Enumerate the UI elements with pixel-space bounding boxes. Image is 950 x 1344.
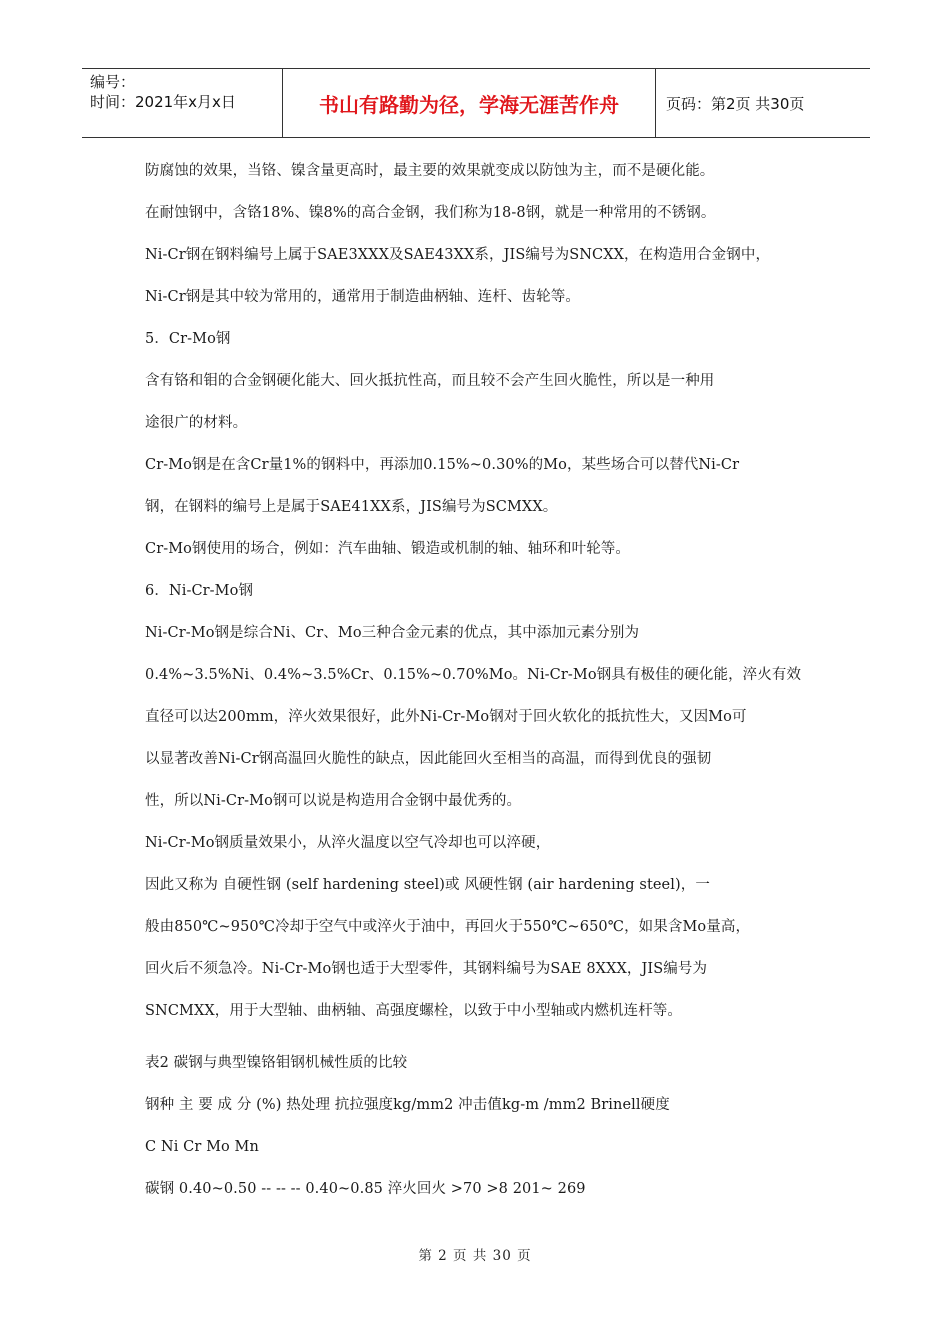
section-heading: 6．Ni-Cr-Mo钢 [145,583,254,599]
paragraph-line: SNCMXX，用于大型轴、曲柄轴、高强度螺栓，以致于中小型轴或内燃机连杆等。 [145,1003,683,1019]
paragraph-line: 含有铬和钼的合金钢硬化能大、回火抵抗性高，而且较不会产生回火脆性，所以是一种用 [145,373,715,389]
paragraph-line: Ni-Cr钢是其中较为常用的，通常用于制造曲柄轴、连杆、齿轮等。 [145,289,580,305]
header-motto: 书山有路勤为径，学海无涯苦作舟 [282,69,656,137]
date-label: 时间：2021年x月x日 [90,93,236,111]
paragraph-line: 钢，在钢料的编号上是属于SAE41XX系，JIS编号为SCMXX。 [145,499,558,515]
header-meta [82,69,282,137]
paragraph-line: 以显著改善Ni-Cr钢高温回火脆性的缺点，因此能回火至相当的高温，而得到优良的强韧 [145,751,712,767]
paragraph-line: 回火后不须急冷。Ni-Cr-Mo钢也适于大型零件，其钢料编号为SAE 8XXX，JIS编号为 [145,961,708,977]
page-footer: 第 2 页 共 30 页 [418,1248,532,1264]
header-page-label: 页码：第2页 共30页 [666,94,805,113]
paragraph-line: Cr-Mo钢是在含Cr量1%的钢料中，再添加0.15%~0.30%的Mo，某些场合可以替代Ni-Cr [145,457,740,473]
table-subheader-row: C Ni Cr Mo Mn [145,1139,259,1155]
page-header [82,68,870,138]
paragraph-line: 0.4%~3.5%Ni、0.4%~3.5%Cr、0.15%~0.70%Mo。Ni-Cr-Mo钢具有极佳的硬化能，淬火有效 [145,667,802,683]
paragraph-line: 性，所以Ni-Cr-Mo钢可以说是构造用合金钢中最优秀的。 [145,793,522,809]
table-caption: 表2 碳钢与典型镍铬钼钢机械性质的比较 [145,1055,408,1071]
section-heading: 5．Cr-Mo钢 [145,331,231,347]
serial-label: 编号： [90,73,136,91]
table-data-row: 碳钢 0.40~0.50 -- -- -- 0.40~0.85 淬火回火 >70 >8 201~ 269 [145,1181,586,1197]
paragraph-line: Cr-Mo钢使用的场合，例如：汽车曲轴、锻造或机制的轴、轴环和叶轮等。 [145,541,630,557]
paragraph-line: 在耐蚀钢中，含铬18%、镍8%的高合金钢，我们称为18-8钢，就是一种常用的不锈钢。 [145,205,716,221]
table-header-row: 钢种 主 要 成 分 (%) 热处理 抗拉强度kg/mm2 冲击值kg-m /mm2 Brinell硬度 [145,1097,670,1113]
paragraph-line: Ni-Cr-Mo钢是综合Ni、Cr、Mo三种合金元素的优点，其中添加元素分别为 [145,625,640,641]
paragraph-line: 直径可以达200mm，淬火效果很好，此外Ni-Cr-Mo钢对于回火软化的抵抗性大，又因Mo可 [145,709,747,725]
paragraph-line: Ni-Cr-Mo钢质量效果小，从淬火温度以空气冷却也可以淬硬， [145,835,551,851]
paragraph-line: 般由850℃~950℃冷却于空气中或淬火于油中，再回火于550℃~650℃，如果含Mo量高， [145,919,751,935]
paragraph-line: 途很广的材料。 [145,415,248,431]
paragraph-line: 防腐蚀的效果，当铬、镍含量更高时，最主要的效果就变成以防蚀为主，而不是硬化能。 [145,163,715,179]
paragraph-line: Ni-Cr钢在钢料编号上属于SAE3XXX及SAE43XX系，JIS编号为SNCXX，在构造用合金钢中， [145,247,771,263]
document-body [145,152,820,1212]
paragraph-line: 因此又称为 自硬性钢 (self hardening steel)或 风硬性钢 (air hardening steel)，一 [145,877,710,893]
